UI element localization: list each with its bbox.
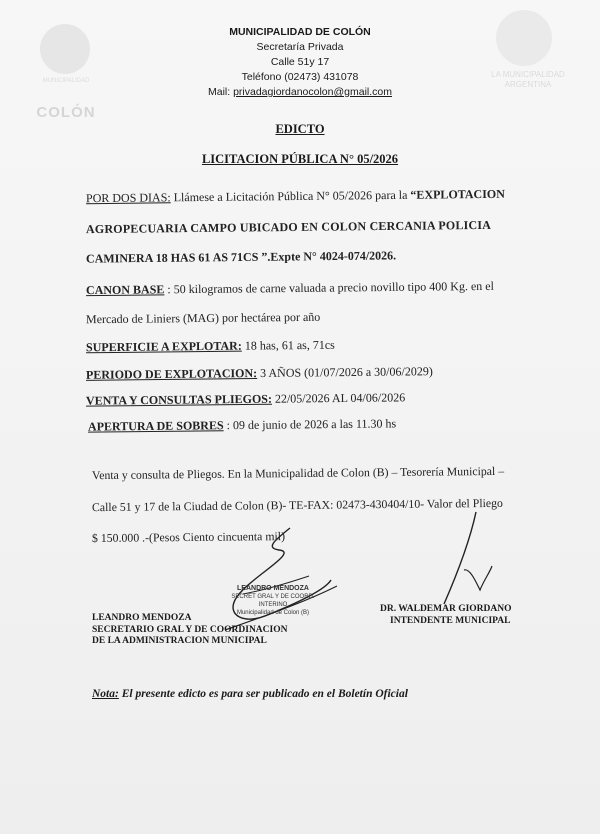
office-name: Secretaría Privada	[256, 41, 344, 53]
sales-value: 22/05/2026 AL 04/06/2026	[271, 390, 406, 406]
municipality-name: MUNICIPALIDAD DE COLÓN	[229, 26, 371, 38]
logo-left-small-text: MUNICIPALIDAD	[42, 78, 90, 84]
stamp-name: LEANDRO MENDOZA	[237, 585, 309, 592]
letterhead	[190, 25, 410, 100]
surface-label: SUPERFICIE A EXPLOTAR:	[85, 338, 242, 355]
logo-left-word: COLÓN	[36, 104, 96, 121]
note-label: Nota:	[92, 688, 119, 700]
period-line	[86, 364, 433, 383]
signatory-right-name: DR. WALDEMAR GIORDANO	[380, 604, 512, 614]
sales-paragraph-line-3: $ 150.000 .-(Pesos Ciento cincuenta mil)	[91, 528, 286, 546]
canon-label: CANON BASE	[85, 282, 165, 298]
email-link[interactable]: privadagiordanocolon@gmail.com	[233, 86, 392, 98]
note-text: El presente edicto es para ser publicado en el Boletín Oficial	[118, 688, 408, 700]
sales-paragraph-line-1: Venta y consulta de Pliegos. En la Municipalidad de Colon (B) – Tesorería Municipal –	[91, 463, 505, 483]
tender-title: LICITACION PÚBLICA N° 05/2026	[201, 152, 399, 166]
bird-emblem-icon	[496, 10, 552, 66]
object-line-1: “EXPLOTACION	[410, 186, 505, 202]
address: Calle 51y 17	[270, 56, 330, 68]
signatory-right-title: INTENDENTE MUNICIPAL	[390, 615, 511, 626]
signature-right	[380, 510, 530, 610]
object-line-3: CAMINERA 18 HAS 61 AS 71CS ”.Expte N° 4024-074/2026.	[85, 248, 397, 266]
edict-title: EDICTO	[275, 122, 325, 136]
stamp-line-2: SECRET GRAL Y DE COORD. INTERINO	[231, 594, 315, 608]
opening-label: APERTURA DE SOBRES	[87, 418, 224, 434]
shield-icon	[40, 24, 90, 74]
email-line	[190, 85, 410, 100]
signatory-left-title: SECRETARIO GRAL Y DE COORDINACION	[92, 624, 288, 635]
signatory-left	[92, 613, 287, 648]
intro-text: Llámese a Licitación Pública N° 05/2026 para la	[170, 187, 411, 205]
opening-line	[88, 416, 396, 434]
email-label: Mail:	[207, 86, 234, 98]
stamp-line-3: Municipalidad de Colon (B)	[236, 610, 310, 616]
signatory-left-title-2: DE LA ADMINISTRACION MUNICIPAL	[92, 636, 267, 646]
canon-text-2: Mercado de Liniers (MAG) por hectárea por año	[85, 309, 321, 327]
municipality-logo-right	[488, 10, 565, 90]
object-line-2: AGROPECUARIA CAMPO UBICADO EN COLON CERCANIA POLICIA	[85, 217, 492, 237]
municipality-logo-left	[30, 18, 102, 121]
opening-value: : 09 de junio de 2026 a las 11.30 hs	[223, 416, 397, 433]
publication-note	[92, 688, 408, 700]
sales-line	[86, 390, 405, 408]
period-value: 3 AÑOS (01/07/2026 a 30/06/2029)	[257, 364, 433, 381]
sales-paragraph-line-2: Calle 51 y 17 de la Ciudad de Colon (B)- TE-FAX: 02473-430404/10- Valor del Pliego	[91, 495, 503, 515]
phone: Teléfono (02473) 431078	[241, 71, 359, 83]
intro-line	[86, 187, 505, 206]
canon-text: : 50 kilogramos de carne valuada a precio novillo tipo 400 Kg. en el	[164, 278, 494, 297]
intro-label: POR DOS DIAS:	[85, 190, 171, 206]
signatory-right	[380, 604, 512, 627]
surface-line	[86, 338, 335, 356]
signatory-left-name: LEANDRO MENDOZA	[92, 613, 192, 623]
sales-label: VENTA Y CONSULTAS PLIEGOS:	[85, 391, 273, 408]
surface-value: 18 has, 61 as, 71cs	[241, 337, 335, 353]
canon-line	[86, 279, 494, 298]
logo-right-word: LA MUNICIPALIDAD ARGENTINA	[491, 70, 565, 89]
period-label: PERIODO DE EXPLOTACION:	[85, 366, 258, 382]
